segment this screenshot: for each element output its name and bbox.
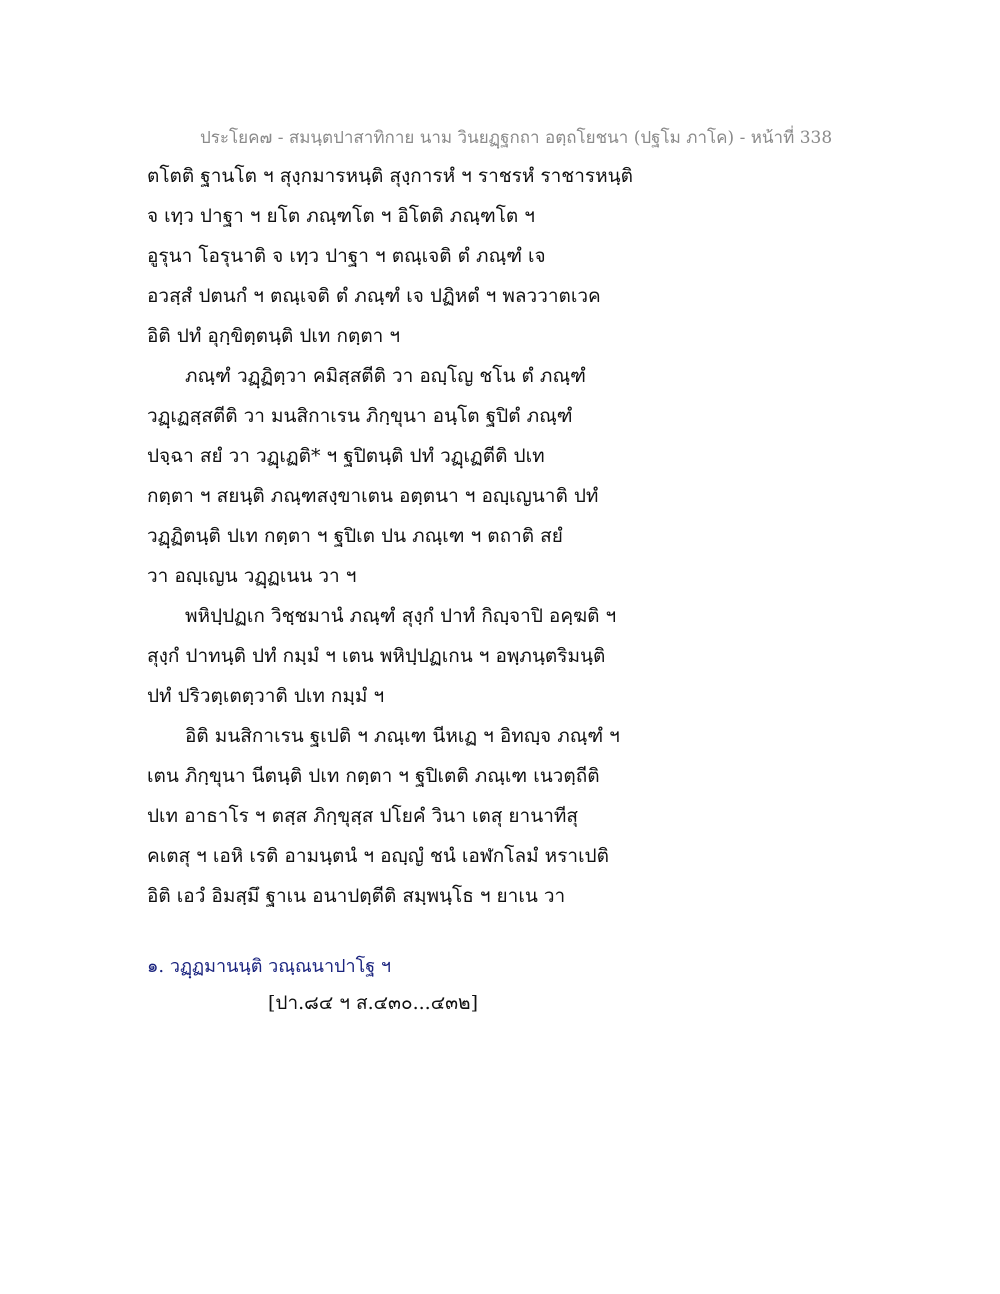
- text-line: อูรุนา โอรุนาติ จ เทฺว ปาฐา ฯ ตณฺเจติ ตํ ภณฺฑํ เจ: [147, 245, 546, 267]
- text-line: วฏฺฏิตนฺติ ปเท กตฺตา ฯ ฐปิเต ปน ภณฺเฑ ฯ ตถาติ สยํ: [147, 525, 563, 547]
- text-line: สุงฺกํ ปาทนฺติ ปทํ กมฺมํ ฯ เตน พหิปฺปฏเกน ฯ อพฺภนฺตริมนฺติ: [147, 645, 606, 667]
- page-reference: [ปา.๘๔ ฯ ส.๔๓๐...๔๓๒]: [268, 992, 478, 1014]
- text-line: ภณฺฑํ วฏฺฏิตฺวา คมิสฺสตีติ วา อญฺโญ ชโน ตํ ภณฺฑํ: [185, 365, 586, 387]
- text-line: ปเท อาธาโร ฯ ตสฺส ภิกฺขุสฺส ปโยคํ วินา เตสุ ยานาทีสุ: [147, 805, 579, 827]
- text-line: คเตสุ ฯ เอหิ เรติ อามนฺตนํ ฯ อญฺญํ ชนํ เอฬกโลมํ หราเปติ: [147, 845, 609, 867]
- body-text: [147, 156, 867, 916]
- text-line: เตน ภิกฺขุนา นีตนฺติ ปเท กตฺตา ฯ ฐปิเตติ ภณฺเฑ เนวตฺถีติ: [147, 765, 600, 787]
- text-line: วา อญฺเญน วฏฺฏเนน วา ฯ: [147, 565, 357, 587]
- text-line: อิติ มนสิกาเรน ฐเปติ ฯ ภณฺเฑ นีหเฏ ฯ อิทญฺจ ภณฺฑํ ฯ: [185, 725, 620, 747]
- text-line: กตฺตา ฯ สยนฺติ ภณฺฑสงฺขาเตน อตฺตนา ฯ อญฺเญนาติ ปทํ: [147, 485, 599, 507]
- text-line: จ เทฺว ปาฐา ฯ ยโต ภณฺฑโต ฯ อิโตติ ภณฺฑโต ฯ: [147, 205, 535, 227]
- text-line: อิติ ปทํ อุกฺขิตฺตนฺติ ปเท กตฺตา ฯ: [147, 325, 401, 347]
- text-line: พหิปฺปฏเก วิชฺชมานํ ภณฺฑํ สุงฺกํ ปาทํ กิญฺจาปิ อคฺฆติ ฯ: [185, 605, 617, 627]
- text-line: อิติ เอวํ อิมสฺมึ ฐาเน อนาปตฺตีติ สมฺพนฺโธ ฯ ยาเน วา: [147, 885, 566, 907]
- footnote: ๑. วฏฺฏมานนฺติ วณฺณนาปาโฐ ฯ: [147, 956, 392, 977]
- text-line: ตโตติ ฐานโต ฯ สุงฺกมารหนฺติ สุงฺการหํ ฯ ราชรหํ ราชารหนฺติ: [147, 165, 633, 187]
- running-header: ประโยค๗ - สมนฺตปาสาทิกาย นาม วินยฏฺฐกถา อตฺถโยชนา (ปฐโม ภาโค) - หน้าที่ 338: [200, 128, 833, 148]
- text-line: วฏฺเฏสฺสตีติ วา มนสิกาเรน ภิกฺขุนา อนฺโต ฐปิตํ ภณฺฑํ: [147, 405, 573, 427]
- text-line: ปจฺฉา สยํ วา วฏฺเฏติ* ฯ ฐปิตนฺติ ปทํ วฏฺเฏตีติ ปเท: [147, 445, 545, 467]
- text-line: อวสฺสํ ปตนกํ ฯ ตณฺเจติ ตํ ภณฺฑํ เจ ปฏิหตํ ฯ พลววาตเวค: [147, 285, 601, 307]
- text-line: ปทํ ปริวตฺเตตฺวาติ ปเท กมฺมํ ฯ: [147, 685, 385, 707]
